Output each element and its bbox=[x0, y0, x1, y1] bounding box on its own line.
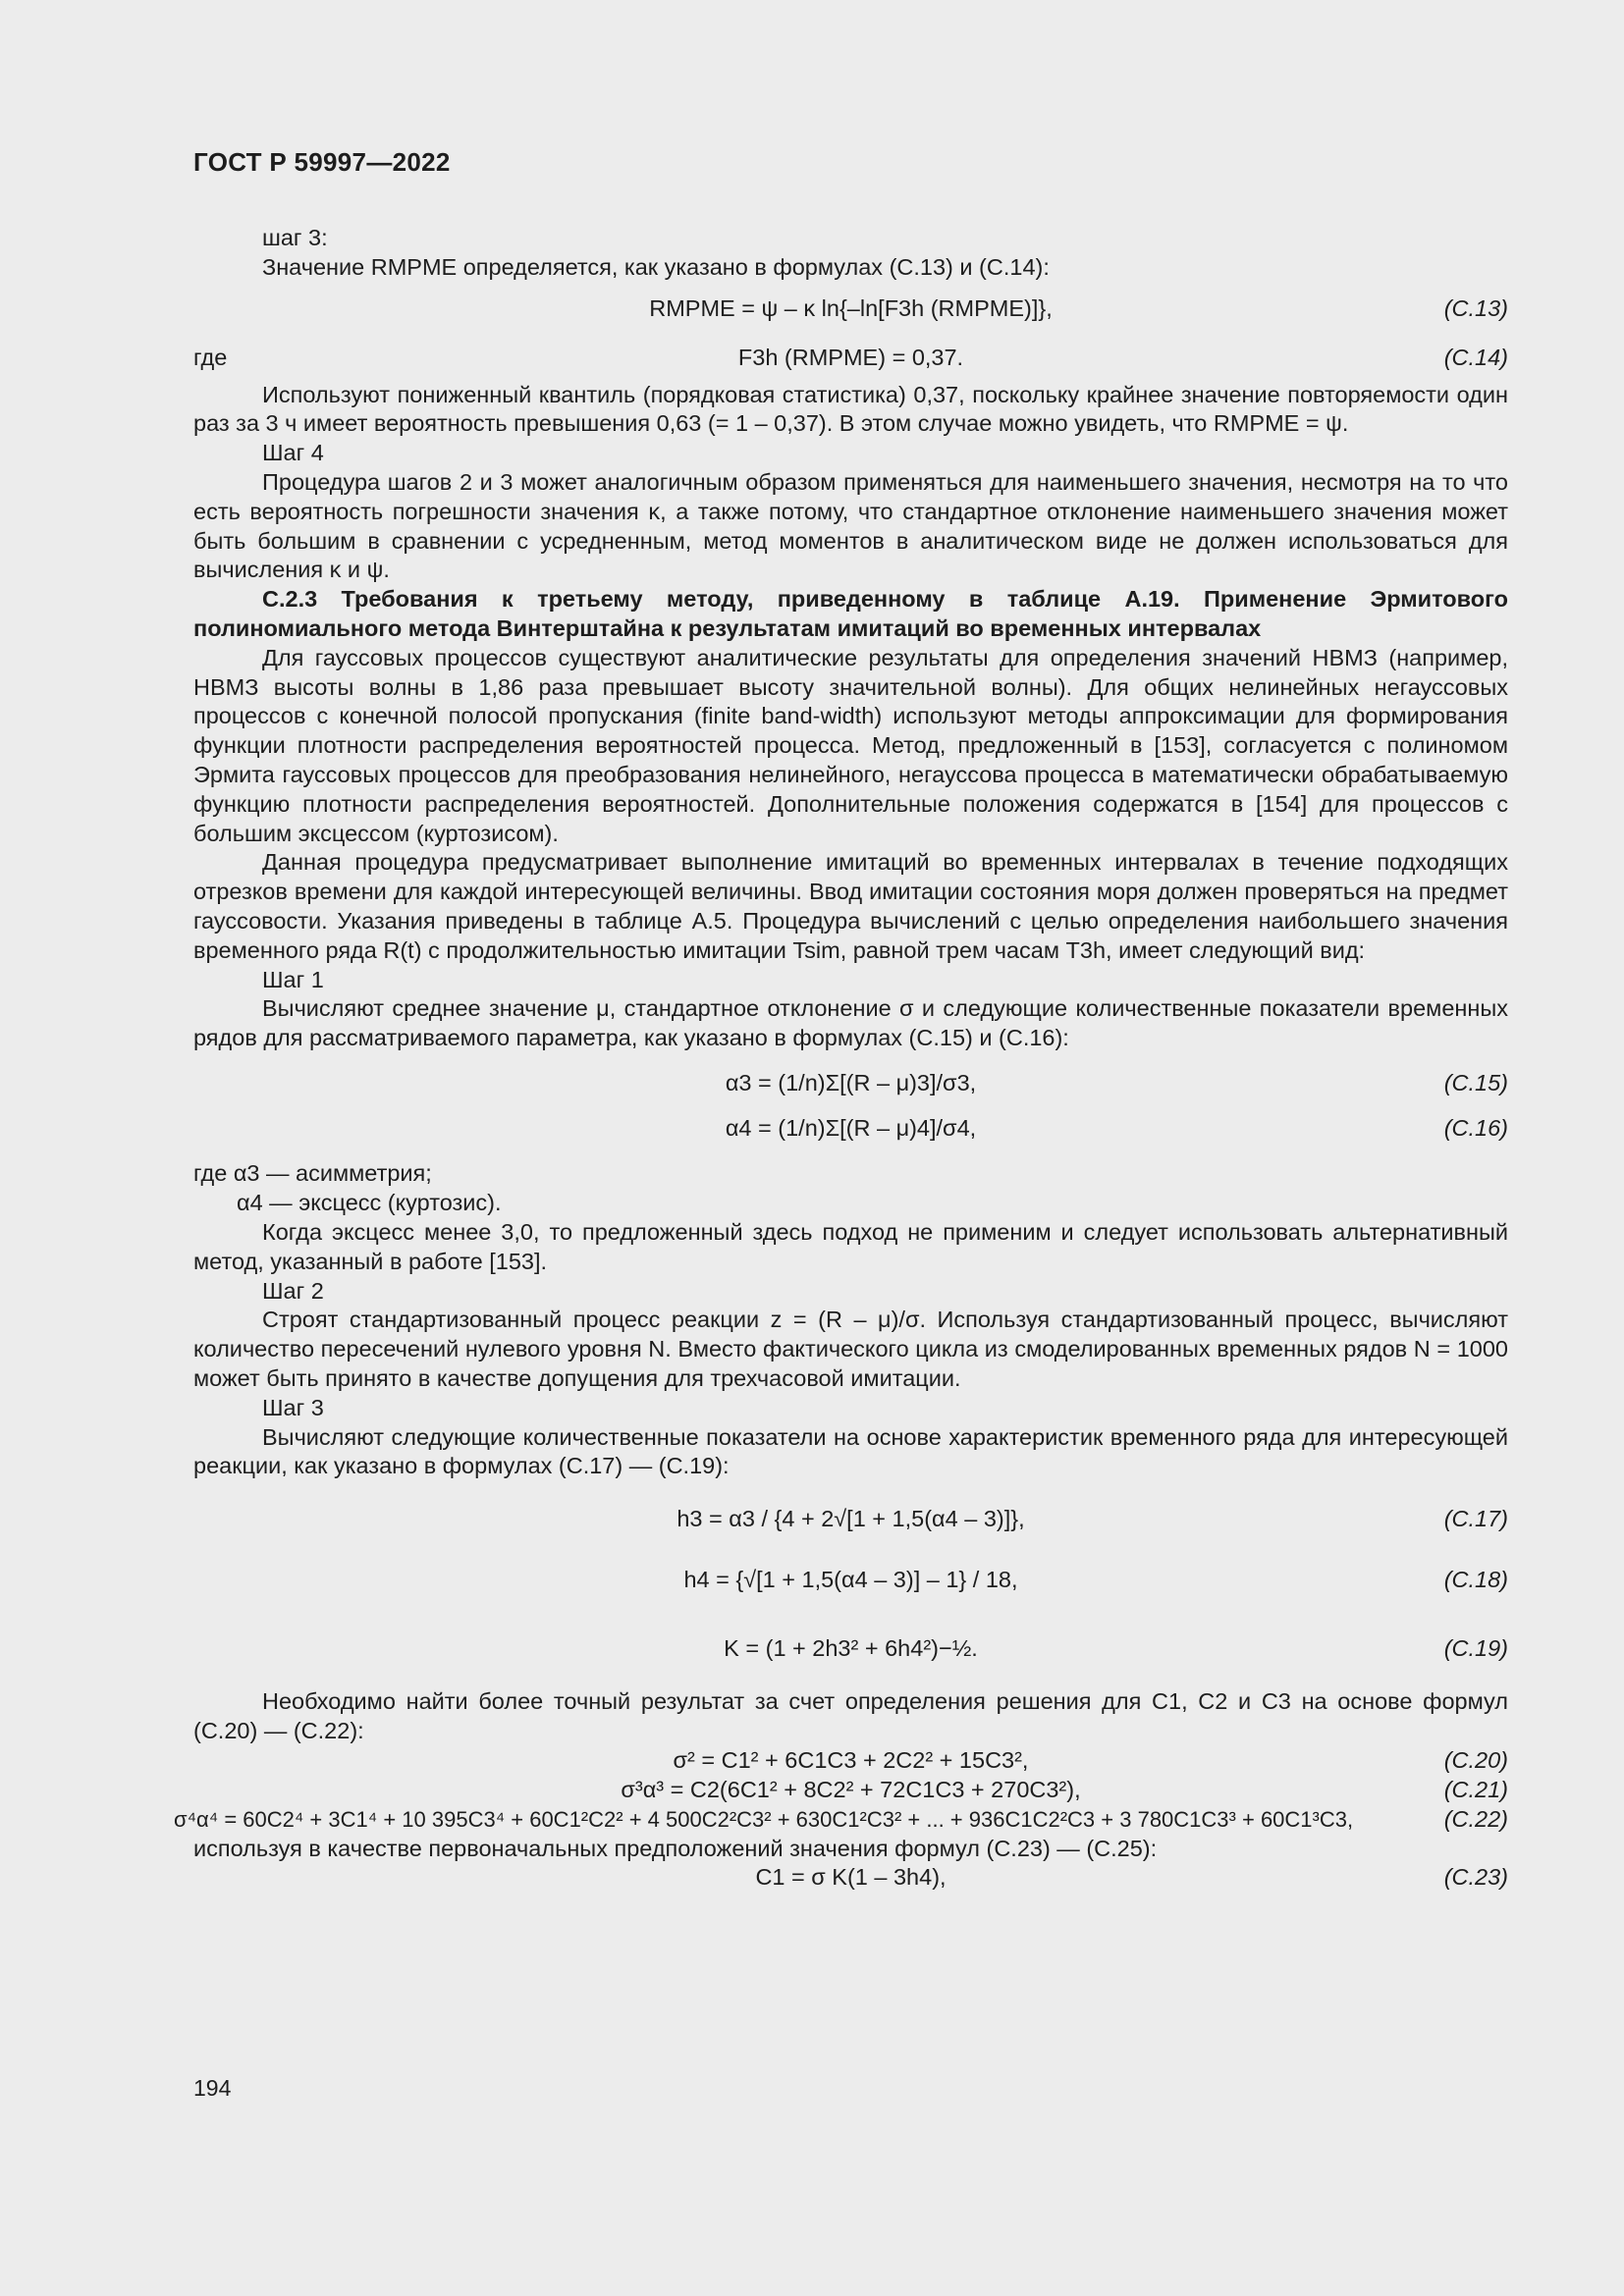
formula-c22-body: σ⁴α⁴ = 60C2⁴ + 3C1⁴ + 10 395C3⁴ + 60C1²C2² + 4 500C2²C3² + 630C1²C3² + ... + 936C1C2²C3 + 3 780C1C3³ + 60C1³C3, bbox=[174, 1806, 1354, 1832]
page-number: 194 bbox=[193, 2075, 232, 2101]
formula-c17-body: h3 = α3 / {4 + 2√[1 + 1,5(α4 – 3)]}, bbox=[677, 1506, 1025, 1532]
formula-c16 bbox=[193, 1106, 1508, 1151]
paragraph-4: Данная процедура предусматривает выполнение имитаций во временных интервалах в течение подходящих отрезков времени для каждой интересующей величины. Ввод имитации состояния моря должен проверяться на предмет гауссовости. Указания приведены в таблице А.5. Процедура вычислений с целью определения наибольшего значения временного ряда R(t) с продолжительностью имитации Tsim, равной трем часам T3h, имеет следующий вид: bbox=[193, 849, 1508, 963]
formula-c13 bbox=[193, 287, 1508, 332]
paragraph-7: Строят стандартизованный процесс реакции z = (R – μ)/σ. Используя стандартизованный процесс, вычисляют количество пересечений нулевого уровня N. Вместо фактического цикла из смоделированных временных рядов N = 1000 может быть принято в качестве допущения для трехчасовой имитации. bbox=[193, 1307, 1508, 1391]
formula-c22-number: (С.22) bbox=[1443, 1805, 1508, 1832]
step2-label: Шаг 2 bbox=[262, 1277, 324, 1304]
formula-c16-body: α4 = (1/n)Σ[(R – μ)4]/σ4, bbox=[725, 1114, 977, 1141]
paragraph-2: Процедура шагов 2 и 3 может аналогичным образом применяться для наименьшего значения, несмотря на то что есть вероятность погрешности значения κ, а также потому, что стандартное отклонение наименьшего значения может быть большим в сравнении с усредненным, метод моментов в аналитическом виде не должен использоваться для вычисления κ и ψ. bbox=[193, 468, 1508, 583]
formula-c20-body: σ² = C1² + 6C1C3 + 2C2² + 15C3², bbox=[673, 1746, 1029, 1773]
formula-c19-body: K = (1 + 2h3² + 6h4²)−½. bbox=[724, 1635, 978, 1662]
step3b-label: Шаг 3 bbox=[262, 1394, 324, 1420]
section-heading: С.2.3 Требования к третьему методу, приведенному в таблице А.19. Применение Эрмитового полиномиального метода Винтерштайна к результатам имитаций во временных интервалах bbox=[193, 586, 1508, 641]
page-content bbox=[174, 224, 1508, 1893]
formula-c14-lead: где bbox=[193, 344, 228, 370]
step3-label: шаг 3: bbox=[262, 225, 328, 250]
formula-c15 bbox=[193, 1061, 1508, 1106]
step3-text: Значение RMPME определяется, как указано в формулах (С.13) и (С.14): bbox=[262, 253, 1050, 280]
paragraph-9: Необходимо найти более точный результат за счет определения решения для C1, C2 и C3 на основе формул (С.20) — (С.22): bbox=[193, 1688, 1508, 1743]
step4-label: Шаг 4 bbox=[262, 440, 324, 466]
where-alpha4: α4 — эксцесс (куртозис). bbox=[237, 1189, 502, 1215]
formula-c22 bbox=[174, 1805, 1508, 1835]
where-alpha3: где α3 — асимметрия; bbox=[193, 1159, 432, 1186]
paragraph-3: Для гауссовых процессов существуют аналитические результаты для определения значений НВМЗ (например, НВМЗ высоты волны в 1,86 раза превышает высоту значительной волны). Для общих нелинейных негауссовых процессов с конечной полосой пропускания (finite band-width) используют методы аппроксимации для формирования функции плотности распределения вероятностей процесса. Метод, предложенный в [153], согласуется с полиномом Эрмита гауссовых процессов для преобразования нелинейного, негауссова процесса в математически обрабатываемую функцию плотности распределения вероятностей. Дополнительные положения содержатся в [154] для процессов с большим эксцессом (куртозисом). bbox=[193, 644, 1508, 846]
paragraph-10: используя в качестве первоначальных предположений значения формул (С.23) — (С.25): bbox=[193, 1835, 1158, 1861]
paragraph-6: Когда эксцесс менее 3,0, то предложенный здесь подход не применим и следует использовать альтернативный метод, указанный в работе [153]. bbox=[193, 1218, 1508, 1274]
paragraph-5: Вычисляют среднее значение μ, стандартное отклонение σ и следующие количественные показатели временных рядов для рассматриваемого параметра, как указано в формулах (С.15) и (С.16): bbox=[193, 995, 1508, 1051]
formula-c21-body: σ³α³ = C2(6C1² + 8C2² + 72C1C3 + 270C3²), bbox=[621, 1776, 1081, 1802]
formula-c23 bbox=[193, 1863, 1508, 1893]
formula-c15-body: α3 = (1/n)Σ[(R – μ)3]/σ3, bbox=[725, 1069, 977, 1095]
formula-c17 bbox=[193, 1497, 1508, 1542]
paragraph-1: Используют пониженный квантиль (порядковая статистика) 0,37, поскольку крайнее значение повторяемости один раз за 3 ч имеет вероятность превышения 0,63 (= 1 – 0,37). В этом случае можно увидеть, что RMPME = ψ. bbox=[193, 381, 1508, 437]
formula-c16-number: (С.16) bbox=[1443, 1114, 1508, 1141]
formula-c20-number: (С.20) bbox=[1443, 1746, 1508, 1773]
formula-c18-body: h4 = {√[1 + 1,5(α4 – 3)] – 1} / 18, bbox=[683, 1567, 1018, 1593]
formula-c19 bbox=[193, 1627, 1508, 1672]
formula-c13-body: RMPME = ψ – κ ln{–ln[F3h (RMPME)]}, bbox=[649, 294, 1053, 321]
formula-c19-number: (С.19) bbox=[1443, 1635, 1508, 1662]
formula-c20 bbox=[193, 1746, 1508, 1776]
formula-c14-number: (С.14) bbox=[1443, 344, 1508, 370]
formula-c21 bbox=[193, 1776, 1508, 1805]
document-header: ГОСТ Р 59997—2022 bbox=[193, 147, 451, 177]
formula-c13-number: (С.13) bbox=[1443, 294, 1508, 321]
formula-c14-body: F3h (RMPME) = 0,37. bbox=[737, 344, 964, 370]
paragraph-8: Вычисляют следующие количественные показатели на основе характеристик временного ряда для интересующей реакции, как указано в формулах (С.17) — (С.19): bbox=[193, 1423, 1508, 1479]
formula-c15-number: (С.15) bbox=[1443, 1069, 1508, 1095]
formula-c17-number: (С.17) bbox=[1443, 1506, 1508, 1532]
formula-c14 bbox=[193, 336, 1508, 381]
formula-c23-body: C1 = σ K(1 – 3h4), bbox=[755, 1864, 947, 1891]
step1-label: Шаг 1 bbox=[262, 966, 324, 992]
formula-c23-number: (С.23) bbox=[1443, 1864, 1508, 1891]
formula-c18-number: (С.18) bbox=[1443, 1567, 1508, 1593]
formula-c18 bbox=[193, 1558, 1508, 1603]
formula-c21-number: (С.21) bbox=[1443, 1776, 1508, 1802]
